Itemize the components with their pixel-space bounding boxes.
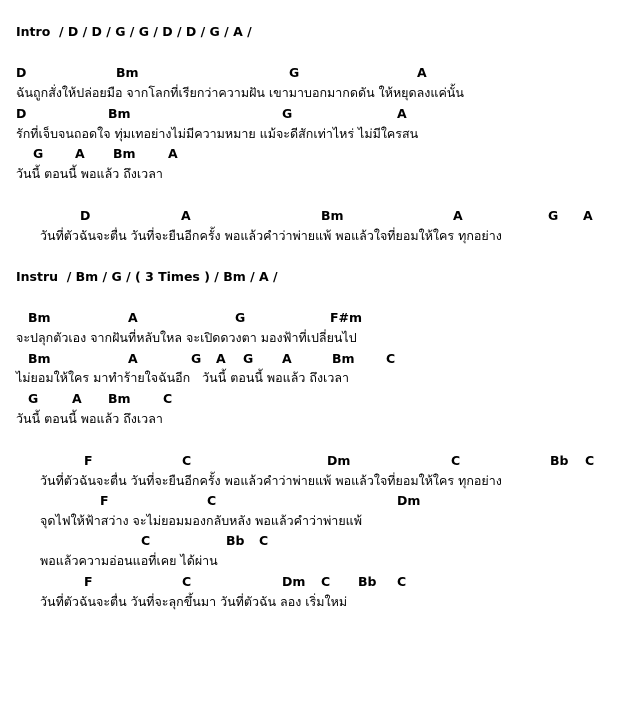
chord: A (417, 65, 427, 80)
chord: D (80, 208, 91, 223)
chord: Bb (226, 533, 245, 548)
chord: Dm (397, 493, 421, 508)
chord: G (289, 65, 300, 80)
instru-line (0, 267, 620, 287)
chord-line (0, 349, 620, 369)
chord: F (84, 453, 93, 468)
chord-line (0, 451, 620, 471)
chord: Bb (550, 453, 569, 468)
chord: A (168, 146, 178, 161)
chord: D (16, 65, 27, 80)
chord: Bb (358, 574, 377, 589)
chord: F (100, 493, 109, 508)
chord: A (453, 208, 463, 223)
chord: C (585, 453, 595, 468)
chord: Dm (282, 574, 306, 589)
chord: A (397, 106, 407, 121)
chord: G (548, 208, 559, 223)
chord: Bm (108, 106, 131, 121)
lyric: รักที่เจ็บจนถอดใจ ทุ่มเทอย่างไม่มีความหมาย แม้จะดีสักเท่าไหร่ ไม่มีใครสน (16, 126, 419, 141)
chord: Bm (28, 310, 51, 325)
chord: C (259, 533, 269, 548)
intro-line (0, 22, 620, 42)
chord: C (386, 351, 396, 366)
lyric-line (0, 409, 620, 429)
chord: G (191, 351, 202, 366)
chord: D (16, 106, 27, 121)
instru-progression: Instru / Bm / G / ( 3 Times ) / Bm / A / (16, 269, 278, 284)
chord-line (0, 491, 620, 511)
lyric-line (0, 368, 620, 388)
chord-line (0, 389, 620, 409)
chord: C (207, 493, 217, 508)
chord: Bm (332, 351, 355, 366)
chord: Bm (116, 65, 139, 80)
lyric: ฉันถูกสั่งให้ปล่อยมือ จากโลกที่เรียกว่าความฝัน เขามาบอกมากดดัน ให้หยุดลงแค่นั้น (16, 85, 464, 100)
lyric: วันนี้ ตอนนี้ พอแล้ว ถึงเวลา (16, 166, 163, 181)
intro-progression: Intro / D / D / G / G / D / D / G / A / (16, 24, 252, 39)
chord: F#m (330, 310, 363, 325)
chord: C (141, 533, 151, 548)
chord: C (397, 574, 407, 589)
chord: Bm (321, 208, 344, 223)
chord: Bm (108, 391, 131, 406)
lyric-line (0, 83, 620, 103)
lyric: พอแล้วความอ่อนแอที่เคย ได้ผ่าน (40, 553, 218, 568)
chord-line (0, 104, 620, 124)
chord: G (235, 310, 246, 325)
lyric: จุดไฟให้ฟ้าสว่าง จะไม่ยอมมองกลับหลัง พอแล้วคำว่าพ่ายแพ้ (40, 513, 362, 528)
chord: G (33, 146, 44, 161)
lyric: จะปลุกตัวเอง จากฝันที่หลับใหล จะเปิดดวงตา มองฟ้าที่เปลี่ยนไป (16, 330, 357, 345)
chord-line (0, 572, 620, 592)
chord-line (0, 144, 620, 164)
chord: Dm (327, 453, 351, 468)
chord: A (216, 351, 226, 366)
chord: A (181, 208, 191, 223)
chord-line (0, 308, 620, 328)
chord: G (28, 391, 39, 406)
lyric-line (0, 511, 620, 531)
chord: A (72, 391, 82, 406)
chord-line (0, 206, 620, 226)
lyric: วันที่ตัวฉันจะตื่น วันที่จะยืนอีกครั้ง พอแล้วคำว่าพ่ายแพ้ พอแล้วใจที่ยอมให้ใคร ทุกอย่าง (40, 473, 502, 488)
chord: C (163, 391, 173, 406)
chord: C (182, 574, 192, 589)
lyric-line (0, 124, 620, 144)
chord: A (282, 351, 292, 366)
chord: F (84, 574, 93, 589)
chord: G (282, 106, 293, 121)
chord: A (583, 208, 593, 223)
lyric-line (0, 551, 620, 571)
lyric: ไม่ยอมให้ใคร มาทำร้ายใจฉันอีก วันนี้ ตอนนี้ พอแล้ว ถึงเวลา (16, 370, 350, 385)
chord: C (321, 574, 331, 589)
lyric: วันที่ตัวฉันจะตื่น วันที่จะลุกขึ้นมา วันที่ตัวฉัน ลอง เริ่มใหม่ (40, 594, 348, 609)
chord-line (0, 63, 620, 83)
lyric-line (0, 328, 620, 348)
chord: A (75, 146, 85, 161)
chord: A (128, 351, 138, 366)
chord: C (451, 453, 461, 468)
chord: A (128, 310, 138, 325)
chord: Bm (113, 146, 136, 161)
chord: Bm (28, 351, 51, 366)
lyric-line (0, 164, 620, 184)
chord-line (0, 531, 620, 551)
lyric: วันนี้ ตอนนี้ พอแล้ว ถึงเวลา (16, 411, 163, 426)
lyric-line (0, 471, 620, 491)
chord: G (243, 351, 254, 366)
lyric: วันที่ตัวฉันจะตื่น วันที่จะยืนอีกครั้ง พอแล้วคำว่าพ่ายแพ้ พอแล้วใจที่ยอมให้ใคร ทุกอย่าง (40, 228, 502, 243)
chord: C (182, 453, 192, 468)
lyric-line (0, 592, 620, 612)
lyric-line (0, 226, 620, 246)
